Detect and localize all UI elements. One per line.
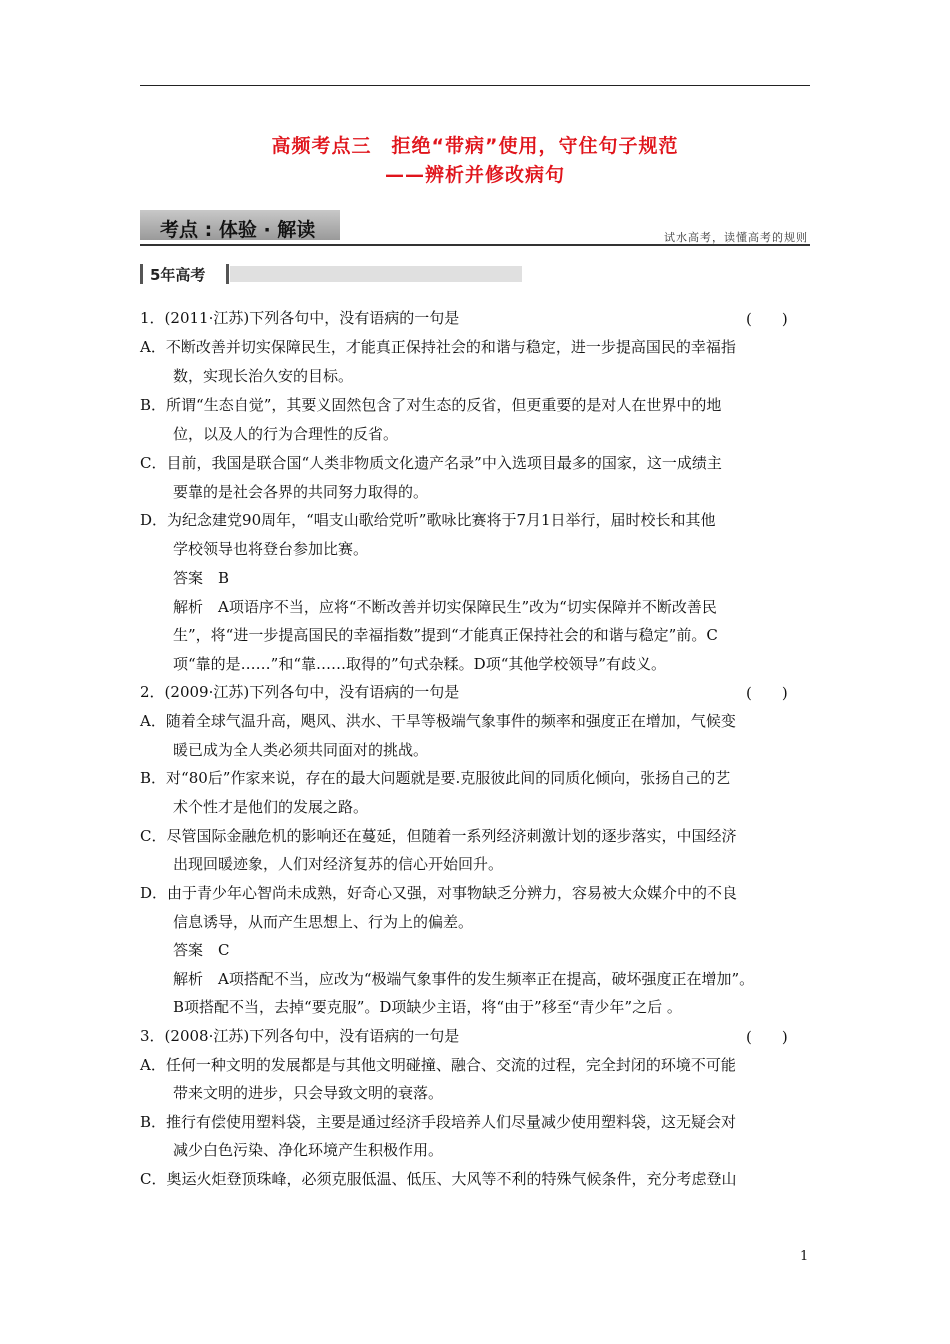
page-number: 1 — [800, 1249, 809, 1264]
option-line: 位，以及人的行为合理性的反省。 — [173, 425, 399, 443]
answer-line: 答案 C — [173, 941, 230, 959]
answer-blank: ( ) — [746, 1028, 788, 1046]
analysis-line: 生”，将“进一步提高国民的幸福指数”提到“才能真正保持社会的和谐与稳定”前。C — [173, 626, 718, 644]
option-line: C．尽管国际金融危机的影响还在蔓延，但随着一系列经济刺激计划的逐步落实，中国经济 — [140, 827, 737, 845]
analysis-line: B项搭配不当，去掉“要克服”。D项缺少主语，将“由于”移至“青少年”之后 。 — [173, 998, 682, 1016]
option-line: D．由于青少年心智尚未成熟，好奇心又强，对事物缺乏分辨力，容易被大众媒介中的不良 — [140, 884, 738, 902]
option-line: 带来文明的进步，只会导致文明的衰落。 — [173, 1084, 444, 1102]
analysis-line: 解析 A项语序不当，应将“不断改善并切实保障民生”改为“切实保障并不断改善民 — [173, 598, 717, 616]
analysis-line: 项“靠的是……”和“靠……取得的”句式杂糅。D项“其他学校领导”有歧义。 — [173, 655, 667, 673]
option-line: C．奥运火炬登顶珠峰，必须克服低温、低压、大风等不利的特殊气候条件，充分考虑登山 — [140, 1170, 737, 1188]
option-line: C．目前，我国是联合国“人类非物质文化遗产名录”中入选项目最多的国家，这一成绩主 — [140, 454, 722, 472]
option-line: 信息诱导，从而产生思想上、行为上的偏差。 — [173, 913, 474, 931]
option-line: 术个性才是他们的发展之路。 — [173, 798, 369, 816]
answer-blank: ( ) — [746, 310, 788, 328]
option-line: D．为纪念建党90周年，“唱支山歌给党听”歌咏比赛将于7月1日举行，届时校长和其他 — [140, 511, 716, 529]
banner-rule — [140, 244, 810, 246]
subsection-mark-left — [140, 264, 143, 284]
analysis-line: 解析 A项搭配不当，应改为“极端气象事件的发生频率正在提高，破坏强度正在增加”。 — [173, 970, 755, 988]
answer-line: 答案 B — [173, 569, 230, 587]
header-rule — [140, 85, 810, 86]
option-line: A．任何一种文明的发展都是与其他文明碰撞、融合、交流的过程，完全封闭的环境不可能 — [140, 1056, 736, 1074]
page-title: 高频考点三 拒绝“带病”使用，守住句子规范 — [271, 135, 679, 157]
subsection-header — [140, 264, 522, 284]
option-line: A．不断改善并切实保障民生，才能真正保持社会的和谐与稳定，进一步提高国民的幸福指 — [140, 338, 736, 356]
question-stem: 1．(2011·江苏)下列各句中，没有语病的一句是 — [140, 309, 460, 327]
option-line: B．推行有偿使用塑料袋，主要是通过经济手段培养人们尽量减少使用塑料袋，这无疑会对 — [140, 1113, 737, 1131]
section-banner — [140, 207, 810, 245]
option-line: 暖已成为全人类必须共同面对的挑战。 — [173, 741, 429, 759]
subsection-title: 5年高考 — [150, 266, 206, 284]
page-subtitle: ——辨析并修改病句 — [384, 164, 565, 186]
option-line: A．随着全球气温升高，飓风、洪水、干旱等极端气象事件的频率和强度正在增加，气候变 — [140, 712, 736, 730]
option-line: 出现回暖迹象，人们对经济复苏的信心开始回升。 — [173, 855, 504, 873]
question-stem: 2．(2009·江苏)下列各句中，没有语病的一句是 — [140, 683, 460, 701]
banner-label: 考点 : 体验 · 解读 — [160, 219, 316, 241]
answer-blank: ( ) — [746, 684, 788, 702]
question-stem: 3．(2008·江苏)下列各句中，没有语病的一句是 — [140, 1027, 460, 1045]
subsection-mark-right — [226, 264, 229, 284]
subsection-bar — [230, 266, 522, 282]
option-line: 学校领导也将登台参加比赛。 — [173, 540, 369, 558]
option-line: B．所谓“生态自觉”，其要义固然包含了对生态的反省，但更重要的是对人在世界中的地 — [140, 396, 722, 414]
option-line: 要靠的是社会各界的共同努力取得的。 — [173, 483, 429, 501]
option-line: 数，实现长治久安的目标。 — [173, 367, 354, 385]
option-line: 减少白色污染、净化环境产生积极作用。 — [173, 1141, 444, 1159]
option-line: B．对“80后”作家来说，存在的最大问题就是要.克服彼此间的同质化倾向，张扬自己的艺 — [140, 769, 731, 787]
banner-slogan: 试水高考，读懂高考的规则 — [664, 231, 808, 244]
